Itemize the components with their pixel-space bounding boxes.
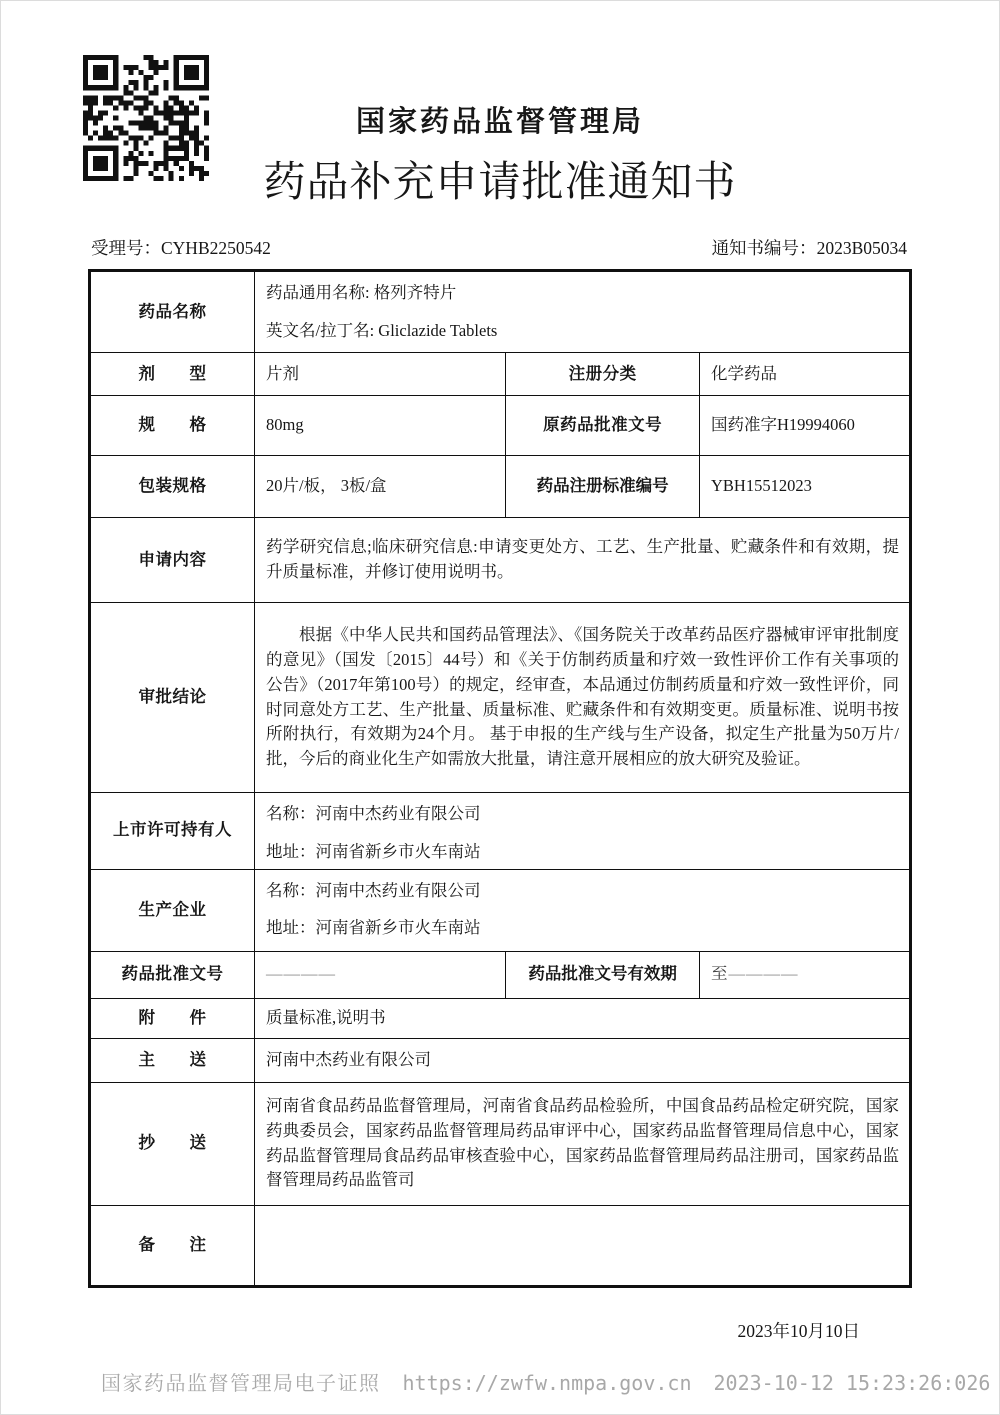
page-title: 药品补充申请批准通知书 (263, 160, 737, 206)
reference-numbers-row (1, 235, 999, 260)
reg-standard-no-value: YBH15512023 (699, 456, 910, 518)
approval-notice-table (88, 269, 912, 1288)
manufacturer-address: 地址：河南省新乡市火车南站 (266, 918, 481, 938)
manufacturer-label: 生产企业 (90, 869, 255, 951)
reg-class-value: 化学药品 (699, 353, 910, 396)
row-main-send (90, 1038, 911, 1082)
orig-approval-no-label: 原药品批准文号 (506, 396, 700, 456)
document-header (1, 1, 999, 229)
remark-value (255, 1205, 911, 1286)
remark-label: 备 注 (90, 1205, 255, 1286)
cc-send-value: 河南省食品药品监督管理局，河南省食品药品检验所，中国食品药品检定研究院，国家药典委员会，国家药品监督管理局药品审评中心，国家药品监督管理局信息中心，国家药品监督管理局食品药品审核查验中心，国家药品监督管理局药品注册司，国家药品监督管理局药品监管司 (255, 1082, 911, 1205)
dosage-form-value: 片剂 (255, 353, 506, 396)
row-manufacturer (90, 869, 911, 951)
approval-no-label: 药品批准文号 (90, 951, 255, 998)
approval-validity-value (699, 951, 910, 998)
acceptance-number-value: CYHB2250542 (161, 238, 271, 258)
acceptance-number (91, 235, 271, 260)
application-content-value: 药学研究信息;临床研究信息:申请变更处方、工艺、生产批量、贮藏条件和有效期，提升质量标准，并修订使用说明书。 (255, 518, 911, 603)
attachment-value: 质量标准,说明书 (255, 998, 911, 1038)
cert-timestamp: 2023-10-12 15:23:26:026 (713, 1371, 991, 1395)
row-remark (90, 1205, 911, 1286)
license-holder-address: 地址：河南省新乡市火车南站 (266, 841, 481, 861)
row-approval-no (90, 951, 911, 998)
row-approval-conclusion (90, 603, 911, 793)
main-send-label: 主 送 (90, 1038, 255, 1082)
attachment-label: 附 件 (90, 998, 255, 1038)
approval-no-value: ———— (255, 951, 506, 998)
cc-send-label: 抄 送 (90, 1082, 255, 1205)
approval-validity-prefix: 至 (710, 964, 729, 984)
row-license-holder (90, 793, 911, 870)
package-spec-value: 20片/板， 3板/盒 (255, 456, 506, 518)
package-spec-label: 包装规格 (90, 456, 255, 518)
application-content-label: 申请内容 (90, 518, 255, 603)
approval-validity-dashes: ———— (728, 964, 799, 984)
notice-number-value: 2023B05034 (816, 238, 907, 258)
reg-class-label: 注册分类 (506, 353, 700, 396)
license-holder-name: 名称：河南中杰药业有限公司 (266, 804, 481, 823)
license-holder-label: 上市许可持有人 (90, 793, 255, 870)
org-name: 国家药品监督管理局 (355, 106, 644, 138)
cert-url: https://zwfw.nmpa.gov.cn (402, 1371, 692, 1395)
row-package-spec (90, 456, 911, 518)
approval-validity-label: 药品批准文号有效期 (506, 951, 700, 998)
notice-number-label: 通知书编号： (711, 238, 817, 258)
main-send-value: 河南中杰药业有限公司 (255, 1038, 911, 1082)
approval-conclusion-label: 审批结论 (90, 603, 255, 793)
drug-english-name: 英文名/拉丁名: Gliclazide Tablets (266, 320, 498, 340)
orig-approval-no-value: 国药准字H19994060 (699, 396, 910, 456)
drug-name-value (255, 271, 911, 353)
manufacturer-value (255, 869, 911, 951)
license-holder-value (255, 793, 911, 870)
spec-value: 80mg (255, 396, 506, 456)
row-application-content (90, 518, 911, 603)
row-dosage-form (90, 353, 911, 396)
reg-standard-no-label: 药品注册标准编号 (506, 456, 700, 518)
row-cc-send (90, 1082, 911, 1205)
drug-name-label: 药品名称 (90, 271, 255, 353)
cert-label: 国家药品监督管理局电子证照 (101, 1373, 381, 1395)
spec-label: 规 格 (90, 396, 255, 456)
notice-number (712, 235, 907, 260)
row-drug-name (90, 271, 911, 353)
row-spec (90, 396, 911, 456)
approval-conclusion-value: 根据《中华人民共和国药品管理法》、《国务院关于改革药品医疗器械审评审批制度的意见》（国发〔2015〕44号）和《关于仿制药质量和疗效一致性评价工作有关事项的公告》（2017年第100号）的规定，经审查，本品通过仿制药质量和疗效一致性评价，同时同意处方工艺、生产批量、质量标准、贮藏条件和有效期变更。质量标准、说明书按所附执行，有效期为24个月。 基于申报的生产线与生产设备，拟定生产批量为50万片/批，今后的商业化生产如需放大批量，请注意开展相应的放大研究及验证。 (255, 603, 911, 793)
dosage-form-label: 剂 型 (90, 353, 255, 396)
manufacturer-name: 名称：河南中杰药业有限公司 (266, 880, 481, 900)
row-attachment (90, 998, 911, 1038)
drug-generic-name: 药品通用名称: 格列齐特片 (266, 282, 457, 302)
acceptance-number-label: 受理号： (91, 238, 161, 258)
issue-date: 2023年10月10日 (737, 1320, 860, 1341)
electronic-certificate-footer (1, 1367, 999, 1396)
